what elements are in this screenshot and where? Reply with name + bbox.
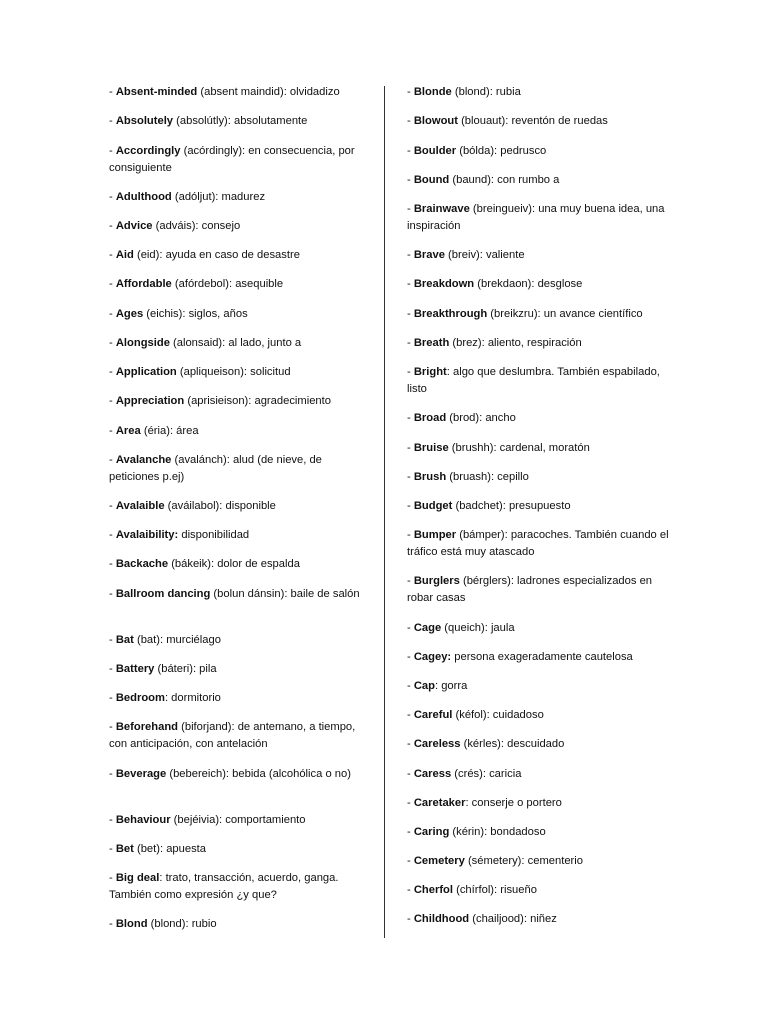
entry-definition: (alonsaid): al lado, junto a bbox=[169, 337, 302, 349]
vocab-entry: - Careful (kéfol): cuidadoso bbox=[407, 709, 544, 721]
entry-term: Absolutely bbox=[115, 115, 174, 127]
vocab-entry: - Bet (bet): apuesta bbox=[109, 843, 207, 855]
entry-definition: (apliqueison): solicitud bbox=[176, 366, 291, 378]
entry-term: Avalanche bbox=[115, 454, 172, 466]
entry-term: Broad bbox=[413, 412, 447, 424]
entry-term: Area bbox=[115, 425, 141, 437]
entry-definition: (blond): rubio bbox=[147, 918, 217, 930]
vocab-entry: - Adulthood (adóljut): madurez bbox=[109, 191, 266, 203]
vocab-entry: - Affordable (afórdebol): asequible bbox=[109, 278, 284, 290]
entry-definition: (absolútly): absolutamente bbox=[173, 115, 308, 127]
entry-definition: (badchet): presupuesto bbox=[452, 500, 571, 512]
entry-definition: (éria): área bbox=[140, 425, 199, 437]
vocab-entry: - Boulder (bólda): pedrusco bbox=[407, 145, 547, 157]
entry-term: Burglers bbox=[413, 575, 460, 587]
entry-definition: (chírfol): risueño bbox=[453, 884, 537, 896]
entry-term: Cage bbox=[413, 622, 442, 634]
entry-term: Budget bbox=[413, 500, 453, 512]
entry-term: Adulthood bbox=[115, 191, 172, 203]
entry-definition: (brez): aliento, respiración bbox=[449, 337, 582, 349]
entry-term: Cap bbox=[413, 680, 435, 692]
entry-term: Bet bbox=[115, 843, 134, 855]
vocab-entry: - Brush (bruash): cepillo bbox=[407, 471, 529, 483]
entry-term: Blonde bbox=[413, 86, 452, 98]
entry-term: Aid bbox=[115, 249, 134, 261]
entry-definition: (kérin): bondadoso bbox=[449, 826, 546, 838]
entry-term: Caring bbox=[413, 826, 450, 838]
entry-term: Blowout bbox=[413, 115, 458, 127]
entry-definition: (adváis): consejo bbox=[152, 220, 241, 232]
vocab-entry: - Big deal: trato, transacción, acuerdo, ganga. También como expresión ¿y que? bbox=[109, 872, 339, 901]
entry-definition: (kéfol): cuidadoso bbox=[452, 709, 544, 721]
entry-definition: (bérglers): ladrones especializados en robar casas bbox=[407, 575, 653, 604]
vocab-entry: - Careless (kérles): descuidado bbox=[407, 738, 565, 750]
vocab-entry: - Backache (bákeik): dolor de espalda bbox=[109, 558, 300, 570]
entry-definition: (sémetery): cementerio bbox=[464, 855, 583, 867]
entry-definition: : gorra bbox=[434, 680, 468, 692]
entry-term: Bound bbox=[413, 174, 450, 186]
vocab-entry: - Cagey: persona exageradamente cautelosa bbox=[407, 651, 633, 663]
entry-term: Ballroom dancing bbox=[115, 588, 211, 600]
vocab-entry: - Bat (bat): murciélago bbox=[109, 634, 221, 646]
entry-definition: (aváilabol): disponible bbox=[164, 500, 276, 512]
entry-definition: (chailjood): niñez bbox=[469, 913, 557, 925]
entry-definition: : algo que deslumbra. También espabilado, listo bbox=[407, 366, 660, 395]
entry-definition: (breikzru): un avance científico bbox=[487, 308, 643, 320]
vocab-entry: - Bruise (brushh): cardenal, moratón bbox=[407, 442, 590, 454]
entry-definition: (blond): rubia bbox=[451, 86, 521, 98]
entry-definition: (crés): caricia bbox=[451, 768, 522, 780]
vocab-entry: - Absent-minded (absent maindid): olvidadizo bbox=[109, 86, 340, 98]
entry-term: Brainwave bbox=[413, 203, 470, 215]
entry-definition: (brod): ancho bbox=[446, 412, 516, 424]
vocab-entry: - Breakthrough (breikzru): un avance científico bbox=[407, 308, 643, 320]
vocab-entry: - Breakdown (brekdaon): desglose bbox=[407, 278, 583, 290]
vocab-entry: - Alongside (alonsaid): al lado, junto a bbox=[109, 337, 302, 349]
entry-definition: (bolun dánsin): baile de salón bbox=[210, 588, 360, 600]
entry-term: Battery bbox=[115, 663, 155, 675]
entry-term: Careless bbox=[413, 738, 461, 750]
entry-definition: (eid): ayuda en caso de desastre bbox=[133, 249, 300, 261]
entry-definition: (queich): jaula bbox=[441, 622, 515, 634]
entry-term: Blond bbox=[115, 918, 148, 930]
entry-term: Brush bbox=[413, 471, 447, 483]
entry-term: Bedroom bbox=[115, 692, 165, 704]
entry-term: Avalaible bbox=[115, 500, 165, 512]
entry-term: Bright bbox=[413, 366, 447, 378]
entry-term: Caress bbox=[413, 768, 452, 780]
vocab-entry: - Avalaibility: disponibilidad bbox=[109, 529, 250, 541]
entry-definition: (baund): con rumbo a bbox=[449, 174, 560, 186]
vocab-entry: - Bright: algo que deslumbra. También espabilado, listo bbox=[407, 366, 660, 395]
vocab-entry: - Absolutely (absolútly): absolutamente bbox=[109, 115, 308, 127]
vocab-entry: - Burglers (bérglers): ladrones especializados en robar casas bbox=[407, 575, 653, 604]
entry-term: Beverage bbox=[115, 768, 167, 780]
vocab-entry: - Caress (crés): caricia bbox=[407, 768, 522, 780]
entry-definition: (bruash): cepillo bbox=[446, 471, 529, 483]
entry-term: Behaviour bbox=[115, 814, 171, 826]
vocab-entry: - Brainwave (breingueiv): una muy buena idea, una inspiración bbox=[407, 203, 665, 232]
vocab-entry: - Advice (adváis): consejo bbox=[109, 220, 241, 232]
vocab-entry: - Budget (badchet): presupuesto bbox=[407, 500, 571, 512]
entry-term: Alongside bbox=[115, 337, 170, 349]
entry-definition: (brushh): cardenal, moratón bbox=[448, 442, 590, 454]
entry-definition: : trato, transacción, acuerdo, ganga. También como expresión ¿y que? bbox=[109, 872, 339, 901]
vocab-entry: - Area (éria): área bbox=[109, 425, 199, 437]
entry-term: Advice bbox=[115, 220, 153, 232]
vocab-entry: - Cage (queich): jaula bbox=[407, 622, 515, 634]
vocab-entry: - Beverage (bebereich): bebida (alcohólica o no) bbox=[109, 768, 351, 780]
entry-definition: (blouaut): reventón de ruedas bbox=[457, 115, 608, 127]
vocab-entry: - Breath (brez): aliento, respiración bbox=[407, 337, 582, 349]
entry-definition: : conserje o portero bbox=[465, 797, 562, 809]
entry-term: Brave bbox=[413, 249, 445, 261]
vocab-entry: - Cherfol (chírfol): risueño bbox=[407, 884, 537, 896]
vocab-entry: - Ages (eichis): siglos, años bbox=[109, 308, 248, 320]
entry-term: Cagey: bbox=[413, 651, 452, 663]
entry-definition: (avalánch): alud (de nieve, de peticiones p.ej) bbox=[109, 454, 322, 483]
vocab-entry: - Avalaible (aváilabol): disponible bbox=[109, 500, 276, 512]
entry-term: Beforehand bbox=[115, 721, 179, 733]
vocab-entry: - Caretaker: conserje o portero bbox=[407, 797, 562, 809]
entry-definition: (afórdebol): asequible bbox=[171, 278, 284, 290]
entry-term: Breakthrough bbox=[413, 308, 488, 320]
vocab-entry: - Blond (blond): rubio bbox=[109, 918, 217, 930]
vocab-entry: - Avalanche (avalánch): alud (de nieve, de peticiones p.ej) bbox=[109, 454, 322, 483]
entry-definition: (acórdingly): en consecuencia, por consiguiente bbox=[109, 145, 355, 174]
entry-term: Application bbox=[115, 366, 177, 378]
entry-term: Ages bbox=[115, 308, 144, 320]
vocab-entry: - Application (apliqueison): solicitud bbox=[109, 366, 291, 378]
vocab-entry: - Bound (baund): con rumbo a bbox=[407, 174, 560, 186]
entry-term: Breath bbox=[413, 337, 450, 349]
entry-definition: (bet): apuesta bbox=[133, 843, 207, 855]
vocab-entry: - Caring (kérin): bondadoso bbox=[407, 826, 546, 838]
entry-term: Caretaker bbox=[413, 797, 466, 809]
entry-term: Backache bbox=[115, 558, 169, 570]
entry-definition: (bákeik): dolor de espalda bbox=[168, 558, 300, 570]
column-divider bbox=[384, 86, 385, 938]
entry-definition: (bólda): pedrusco bbox=[456, 145, 547, 157]
entry-term: Cemetery bbox=[413, 855, 465, 867]
entry-definition: disponibilidad bbox=[178, 529, 250, 541]
entry-definition: (bebereich): bebida (alcohólica o no) bbox=[166, 768, 351, 780]
vocab-entry: - Battery (báteri): pila bbox=[109, 663, 217, 675]
entry-term: Boulder bbox=[413, 145, 457, 157]
vocab-entry: - Childhood (chailjood): niñez bbox=[407, 913, 557, 925]
vocab-entry: - Bumper (bámper): paracoches. También cuando el tráfico está muy atascado bbox=[407, 529, 669, 558]
vocab-entry: - Aid (eid): ayuda en caso de desastre bbox=[109, 249, 300, 261]
entry-definition: (bejéivia): comportamiento bbox=[170, 814, 306, 826]
entry-definition: (eichis): siglos, años bbox=[143, 308, 248, 320]
entry-term: Big deal bbox=[115, 872, 160, 884]
entry-definition: persona exageradamente cautelosa bbox=[451, 651, 633, 663]
entry-term: Avalaibility: bbox=[115, 529, 179, 541]
entry-term: Childhood bbox=[413, 913, 470, 925]
entry-term: Bat bbox=[115, 634, 134, 646]
entry-term: Careful bbox=[413, 709, 453, 721]
vocab-entry: - Ballroom dancing (bolun dánsin): baile de salón bbox=[109, 588, 360, 600]
entry-definition: (breingueiv): una muy buena idea, una inspiración bbox=[407, 203, 665, 232]
entry-definition: (báteri): pila bbox=[154, 663, 217, 675]
vocab-entry: - Bedroom: dormitorio bbox=[109, 692, 221, 704]
entry-term: Absent-minded bbox=[115, 86, 198, 98]
entry-definition: (breiv): valiente bbox=[444, 249, 525, 261]
entry-definition: : dormitorio bbox=[164, 692, 221, 704]
vocab-entry: - Brave (breiv): valiente bbox=[407, 249, 525, 261]
entry-definition: (adóljut): madurez bbox=[171, 191, 266, 203]
entry-definition: (absent maindid): olvidadizo bbox=[197, 86, 340, 98]
vocab-entry: - Accordingly (acórdingly): en consecuencia, por consiguiente bbox=[109, 145, 355, 174]
vocab-entry: - Broad (brod): ancho bbox=[407, 412, 516, 424]
entry-term: Bumper bbox=[413, 529, 457, 541]
entry-term: Affordable bbox=[115, 278, 172, 290]
entry-definition: (brekdaon): desglose bbox=[474, 278, 583, 290]
vocab-entry: - Appreciation (aprisieison): agradecimiento bbox=[109, 395, 331, 407]
entry-definition: (bámper): paracoches. También cuando el tráfico está muy atascado bbox=[407, 529, 669, 558]
entry-definition: (biforjand): de antemano, a tiempo, con anticipación, con antelación bbox=[109, 721, 356, 750]
entry-definition: (bat): murciélago bbox=[133, 634, 221, 646]
entry-term: Accordingly bbox=[115, 145, 181, 157]
entry-term: Cherfol bbox=[413, 884, 453, 896]
entry-term: Breakdown bbox=[413, 278, 475, 290]
vocab-entry: - Cemetery (sémetery): cementerio bbox=[407, 855, 583, 867]
vocab-entry: - Beforehand (biforjand): de antemano, a tiempo, con anticipación, con antelación bbox=[109, 721, 356, 750]
entry-definition: (aprisieison): agradecimiento bbox=[184, 395, 331, 407]
vocab-entry: - Blowout (blouaut): reventón de ruedas bbox=[407, 115, 608, 127]
entry-term: Appreciation bbox=[115, 395, 185, 407]
vocab-entry: - Behaviour (bejéivia): comportamiento bbox=[109, 814, 306, 826]
vocab-entry: - Cap: gorra bbox=[407, 680, 468, 692]
vocab-entry: - Blonde (blond): rubia bbox=[407, 86, 521, 98]
entry-term: Bruise bbox=[413, 442, 449, 454]
entry-definition: (kérles): descuidado bbox=[460, 738, 565, 750]
